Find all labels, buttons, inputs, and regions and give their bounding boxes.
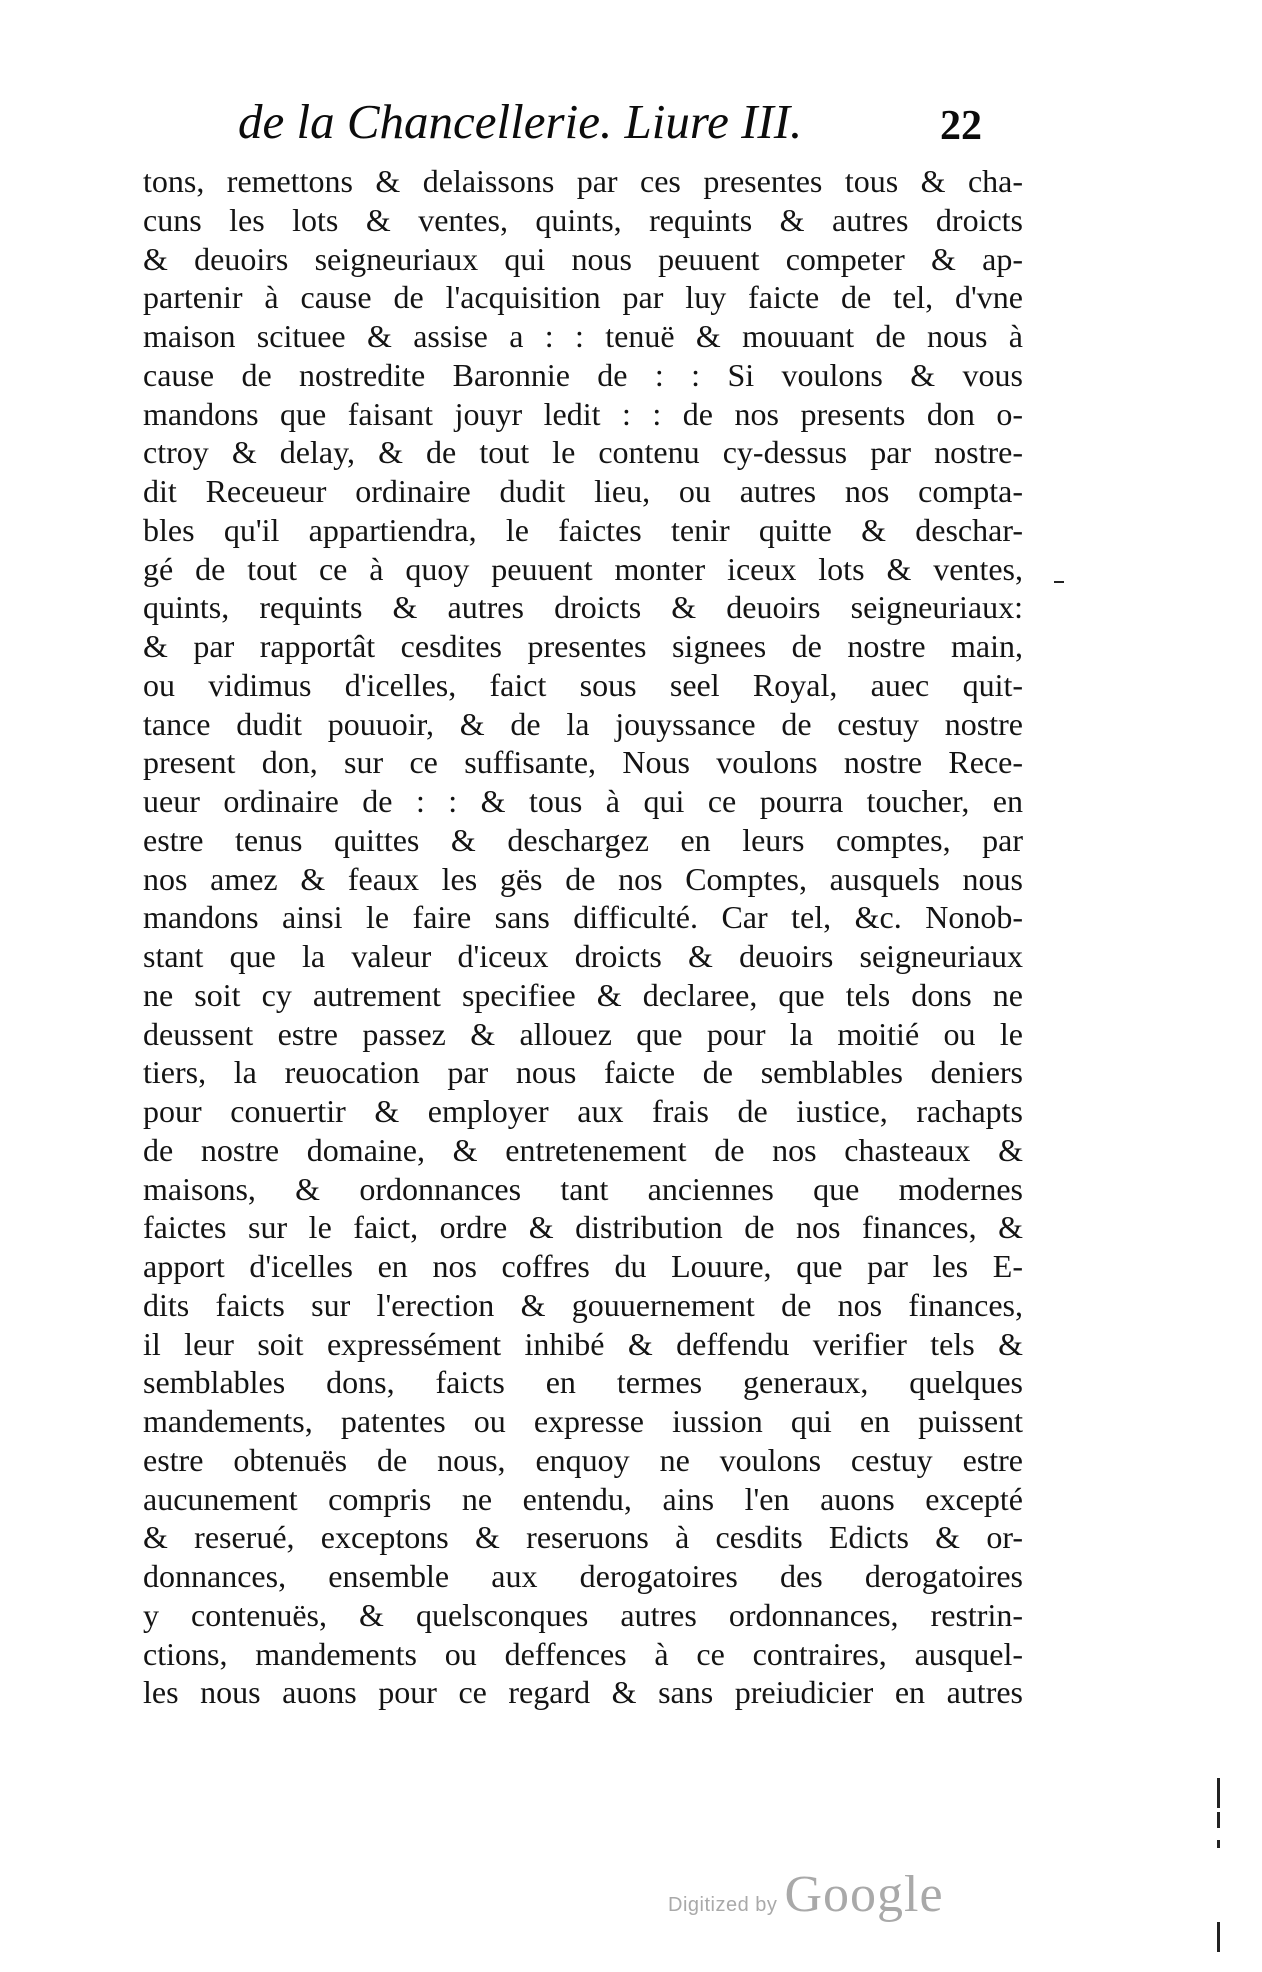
text-line: il leur soit expressément inhibé & deffendu verifier tels & [143, 1325, 1023, 1362]
text-line: & deuoirs seigneuriaux qui nous peuuent competer & ap- [143, 240, 1023, 277]
text-line: ueur ordinaire de : : & tous à qui ce pourra toucher, en [143, 783, 1023, 819]
text-line: apport d'icelles en nos coffres du Louure, que par les E- [143, 1248, 1023, 1284]
text-line: bles qu'il appartiendra, le faictes tenir quitte & deschar- [143, 511, 1023, 548]
text-line: ctions, mandements ou deffences à ce contraires, ausquel- [143, 1635, 1023, 1672]
text-line: donnances, ensemble aux derogatoires des derogatoires [143, 1558, 1023, 1594]
text-line: estre obtenuës de nous, enquoy ne voulons cestuy estre [143, 1441, 1023, 1478]
scan-mark [1217, 1778, 1220, 1808]
text-line: de nostre domaine, & entretenement de nos chasteaux & [143, 1131, 1023, 1168]
running-head: de la Chancellerie. Liure III. [238, 94, 803, 149]
text-line: semblables dons, faicts en termes generaux, quelques [143, 1364, 1023, 1401]
text-line: stant que la valeur d'iceux droicts & deuoirs seigneuriaux [143, 938, 1023, 974]
text-line: present don, sur ce suffisante, Nous voulons nostre Rece- [143, 744, 1023, 781]
text-line: pour conuertir & employer aux frais de iustice, rachapts [143, 1093, 1023, 1129]
text-line: y contenuës, & quelsconques autres ordonnances, restrin- [143, 1596, 1023, 1633]
text-line: faictes sur le faict, ordre & distribution de nos finances, & [143, 1209, 1023, 1246]
text-line: tance dudit pouuoir, & de la jouyssance de cestuy nostre [143, 705, 1023, 742]
text-line: ou vidimus d'icelles, faict sous seel Royal, auec quit- [143, 666, 1023, 703]
body-text [143, 162, 1023, 1712]
text-line: partenir à cause de l'acquisition par luy faicte de tel, d'vne [143, 279, 1023, 316]
page-number: 22 [940, 103, 982, 149]
scan-mark [1217, 1812, 1220, 1828]
text-line: aucunement compris ne entendu, ains l'en auons excepté [143, 1480, 1023, 1517]
text-line: & reserué, exceptons & reseruons à cesdits Edicts & or- [143, 1519, 1023, 1556]
text-line: mandons que faisant jouyr ledit : : de nos presents don o- [143, 395, 1023, 432]
text-line: cuns les lots & ventes, quints, requints & autres droicts [143, 201, 1023, 238]
text-line: quints, requints & autres droicts & deuoirs seigneuriaux: [143, 589, 1023, 626]
text-line: & par rapportât cesdites presentes signees de nostre main, [143, 628, 1023, 664]
text-line: les nous auons pour ce regard & sans preiudicier en autres [143, 1674, 1023, 1711]
text-line: tons, remettons & delaissons par ces presentes tous & cha- [143, 163, 1023, 199]
scan-mark [1054, 581, 1064, 583]
text-line: gé de tout ce à quoy peuuent monter iceux lots & ventes, [143, 550, 1023, 587]
google-logo: Google [784, 1866, 944, 1923]
text-line: maison scituee & assise a : : tenuë & mouuant de nous à [143, 318, 1023, 354]
scan-mark [1217, 1840, 1220, 1848]
text-line: tiers, la reuocation par nous faicte de semblables deniers [143, 1054, 1023, 1091]
text-line: deussent estre passez & allouez que pour la moitié ou le [143, 1015, 1023, 1052]
text-line: dit Receueur ordinaire dudit lieu, ou autres nos compta- [143, 473, 1023, 509]
text-line: estre tenus quittes & deschargez en leurs comptes, par [143, 821, 1023, 858]
text-line: nos amez & feaux les gës de nos Comptes, ausquels nous [143, 860, 1023, 897]
watermark-prefix: Digitized by [668, 1894, 778, 1916]
text-line: cause de nostredite Baronnie de : : Si voulons & vous [143, 356, 1023, 393]
scan-mark [1217, 1922, 1220, 1952]
digitized-watermark [668, 1865, 1028, 1935]
text-line: ne soit cy autrement specifiee & declaree, que tels dons ne [143, 976, 1023, 1013]
text-line: mandements, patentes ou expresse iussion qui en puissent [143, 1403, 1023, 1439]
text-line: mandons ainsi le faire sans difficulté. Car tel, &c. Nonob- [143, 899, 1023, 936]
text-line: maisons, & ordonnances tant anciennes que modernes [143, 1170, 1023, 1207]
text-line: ctroy & delay, & de tout le contenu cy-dessus par nostre- [143, 434, 1023, 471]
text-line: dits faicts sur l'erection & gouuernement de nos finances, [143, 1286, 1023, 1323]
